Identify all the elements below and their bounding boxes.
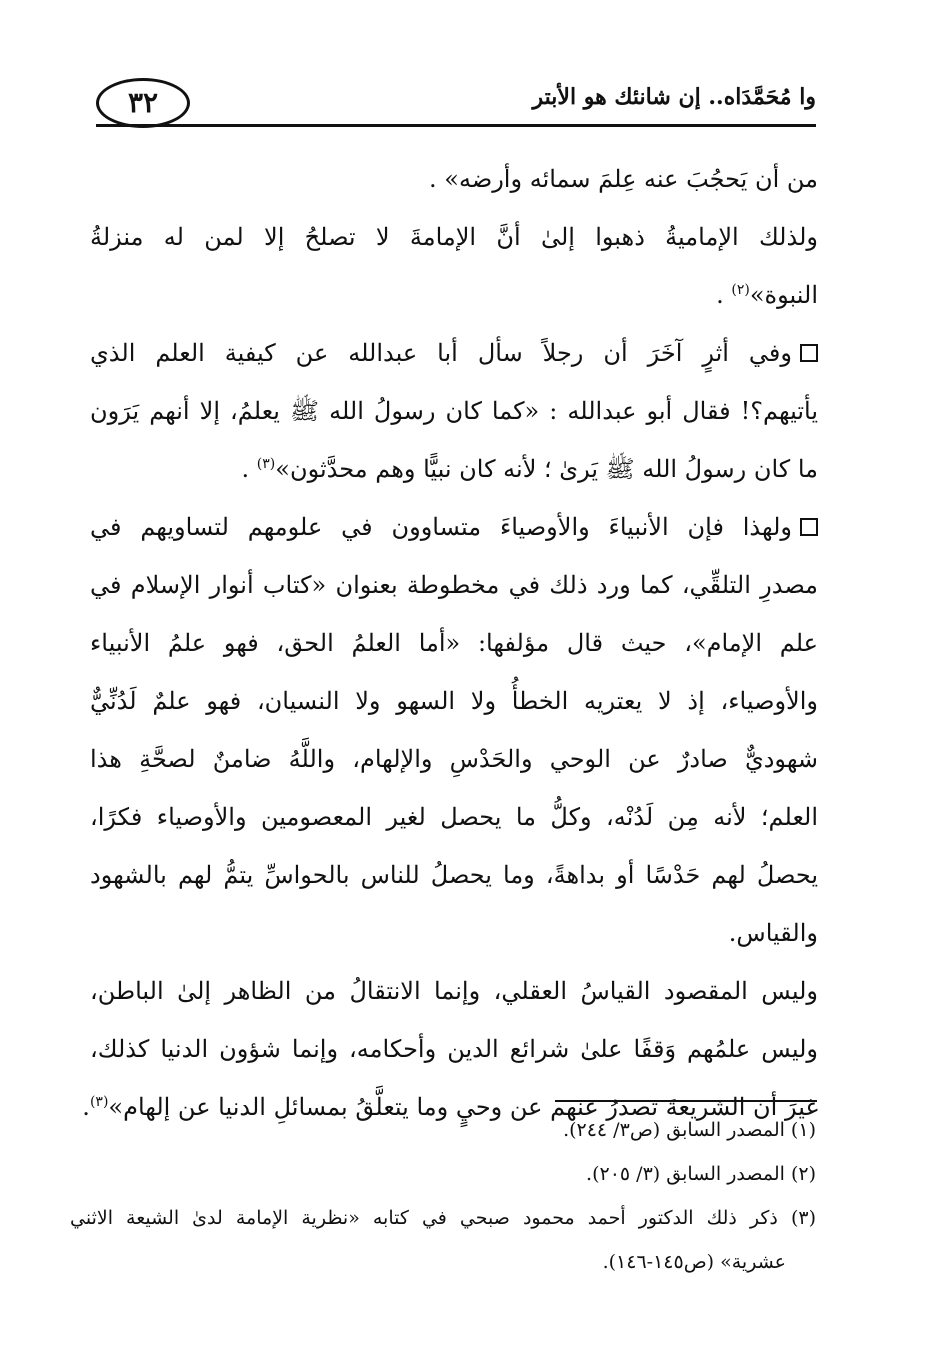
footnote-ref: (٣) [89,1094,109,1110]
footnote-2: (٢) المصدر السابق (٣/ ٢٠٥). [586,1163,816,1185]
footnotes [70,1108,816,1284]
paragraph-bullet-icon [800,518,818,536]
text-line: يحصلُ لهم حَدْسًا أو بداهةً، وما يحصلُ للناس بالحواسِّ يتمُّ لهم بالشهود [90,861,818,889]
footnote-separator [555,1100,817,1102]
main-text [82,150,818,1136]
page-header [96,78,816,128]
text-line: النبوة»$^{(٢)}$ . [716,281,818,309]
text-line: وليس علمُهم وَقفًا علىٰ شرائع الدين وأحكامه، وإنما شؤون الدنيا كذلك، [90,1035,818,1063]
footnote-3: (٣) ذكر ذلك الدكتور أحمد محمود صبحي في كتابه «نظرية الإمامة لدىٰ الشيعة الاثني [70,1207,816,1229]
footnote-1: (١) المصدر السابق (ص٣/ ٢٤٤). [563,1119,816,1141]
text-line: يأتيهم؟! فقال أبو عبدالله : «كما كان رسولُ الله ﷺ يعلمُ، إلا أنهم يَرَون [90,397,818,425]
text-line: وفي أثرٍ آخَرَ أن رجلاً سأل أبا عبدالله عن كيفية العلم الذي [90,324,818,382]
text-line: من أن يَحجُبَ عنه عِلمَ سمائه وأرضه» . [429,165,818,193]
text-line: العلم؛ لأنه مِن لَدُنْه، وكلُّ ما يحصل لغير المعصومين والأوصياء فكرًا، [90,803,818,831]
page-number: ٣٢ [96,78,190,128]
text-line: مصدرِ التلقِّي، كما ورد ذلك في مخطوطة بعنوان «كتاب أنوار الإسلام في [90,571,818,599]
running-title: وا مُحَمَّدَاه.. إن شانئك هو الأبتر [532,84,816,110]
text-line: وليس المقصود القياسُ العقلي، وإنما الانتقالُ من الظاهر إلىٰ الباطن، [90,977,818,1005]
footnote-ref: (٢) [731,282,750,298]
text-line: علم الإمام»، حيث قال مؤلفها: «أما العلمُ الحق، فهو علمُ الأنبياء [90,629,818,657]
text-line: ولذلك الإماميةُ ذهبوا إلىٰ أنَّ الإمامةَ لا تصلحُ إلا لمن له منزلةُ [90,223,818,251]
text-line: والقياس. [728,919,818,947]
header-rule [96,124,816,127]
text-line: غيرَ أن الشريعةَ تصدرُ عنهم عن وحيٍ وما يتعلَّقُ بمسائلِ الدنيا عن إلهام»$^{(٣)}$. [82,1093,818,1121]
text-line: ولهذا فإن الأنبياءَ والأوصياءَ متساوون في علومهم لتساويهم في [90,498,818,556]
text-line: ما كان رسولُ الله ﷺ يَرىٰ ؛ لأنه كان نبيًّا وهم محدَّثون»$^{(٣)}$ . [241,455,818,483]
text-line: شهوديٌّ صادرٌ عن الوحي والحَدْسِ والإلهام، واللَّهُ ضامنٌ لصحَّةِ هذا [90,745,818,773]
paragraph-bullet-icon [800,344,818,362]
footnote-ref: (٣) [256,456,276,472]
text-line: والأوصياء، إذ لا يعتريه الخطأُ ولا السهو ولا النسيان، فهو علمٌ لَدُنِّيٌّ [90,687,818,715]
footnote-3-continued: عشرية» (ص١٤٥-١٤٦). [602,1251,786,1273]
